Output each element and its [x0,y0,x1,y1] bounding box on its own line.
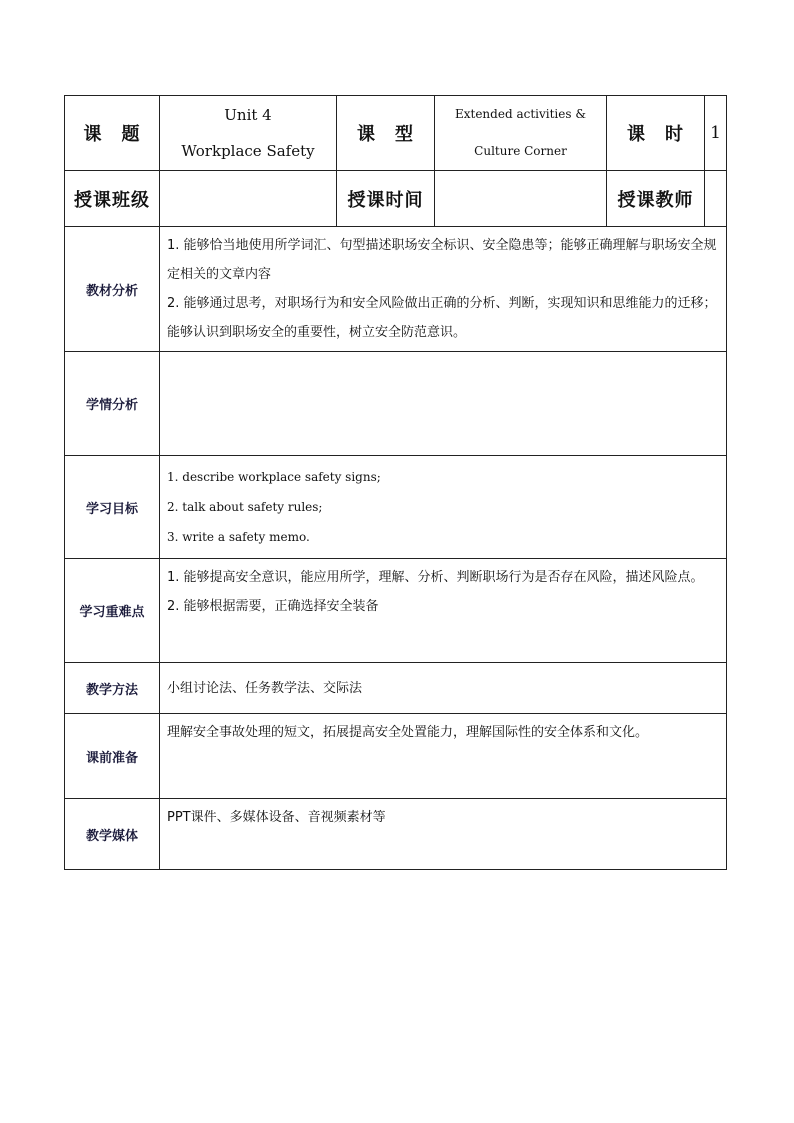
key-points-content [160,559,727,663]
methods-content: 小组讨论法、任务教学法、交际法 [160,663,727,714]
material-analysis-item: 1. 能够恰当地使用所学词汇、句型描述职场安全标识、安全隐患等；能够正确理解与职场安全规定相关的文章内容 [167,238,717,282]
type-line-2: Culture Corner [474,144,567,158]
media-label: 教学媒体 [65,799,160,870]
objectives-label: 学习目标 [65,456,160,559]
student-analysis-label: 学情分析 [65,352,160,456]
preparation-row [65,714,727,799]
media-content: PPT课件、多媒体设备、音视频素材等 [160,799,727,870]
key-points-row [65,559,727,663]
objectives-row [65,456,727,559]
type-value [435,96,607,171]
material-analysis-label: 教材分析 [65,227,160,352]
teacher-label: 授课教师 [607,171,705,227]
unit-title: Workplace Safety [181,142,315,160]
objective-item: 2. talk about safety rules; [167,500,323,514]
methods-label: 教学方法 [65,663,160,714]
key-point-item: 1. 能够提高安全意识，能应用所学，理解、分析、判断职场行为是否存在风险，描述风险点。 [167,570,704,585]
media-row [65,799,727,870]
preparation-content: 理解安全事故处理的短文，拓展提高安全处置能力，理解国际性的安全体系和文化。 [160,714,727,799]
student-analysis-row [65,352,727,456]
class-info-row [65,171,727,227]
time-label: 授课时间 [337,171,435,227]
objective-item: 1. describe workplace safety signs; [167,470,381,484]
class-label: 授课班级 [65,171,160,227]
material-analysis-row [65,227,727,352]
topic-label: 课 题 [65,96,160,171]
preparation-label: 课前准备 [65,714,160,799]
key-points-label: 学习重难点 [65,559,160,663]
time-value [435,171,607,227]
type-line-1: Extended activities & [454,107,587,121]
type-label: 课 型 [337,96,435,171]
header-row [65,96,727,171]
lesson-plan-table [64,95,727,870]
unit-number: Unit 4 [224,106,272,124]
student-analysis-content [160,352,727,456]
hours-label: 课 时 [607,96,705,171]
teacher-value [705,171,727,227]
class-value [160,171,337,227]
objective-item: 3. write a safety memo. [167,530,310,544]
hours-value: 1 [705,96,727,171]
topic-value [160,96,337,171]
material-analysis-content [160,227,727,352]
key-point-item: 2. 能够根据需要，正确选择安全装备 [167,599,379,614]
methods-row [65,663,727,714]
material-analysis-item: 2. 能够通过思考，对职场行为和安全风险做出正确的分析、判断，实现知识和思维能力的迁移；能够认识到职场安全的重要性，树立安全防范意识。 [167,296,717,340]
objectives-content [160,456,727,559]
